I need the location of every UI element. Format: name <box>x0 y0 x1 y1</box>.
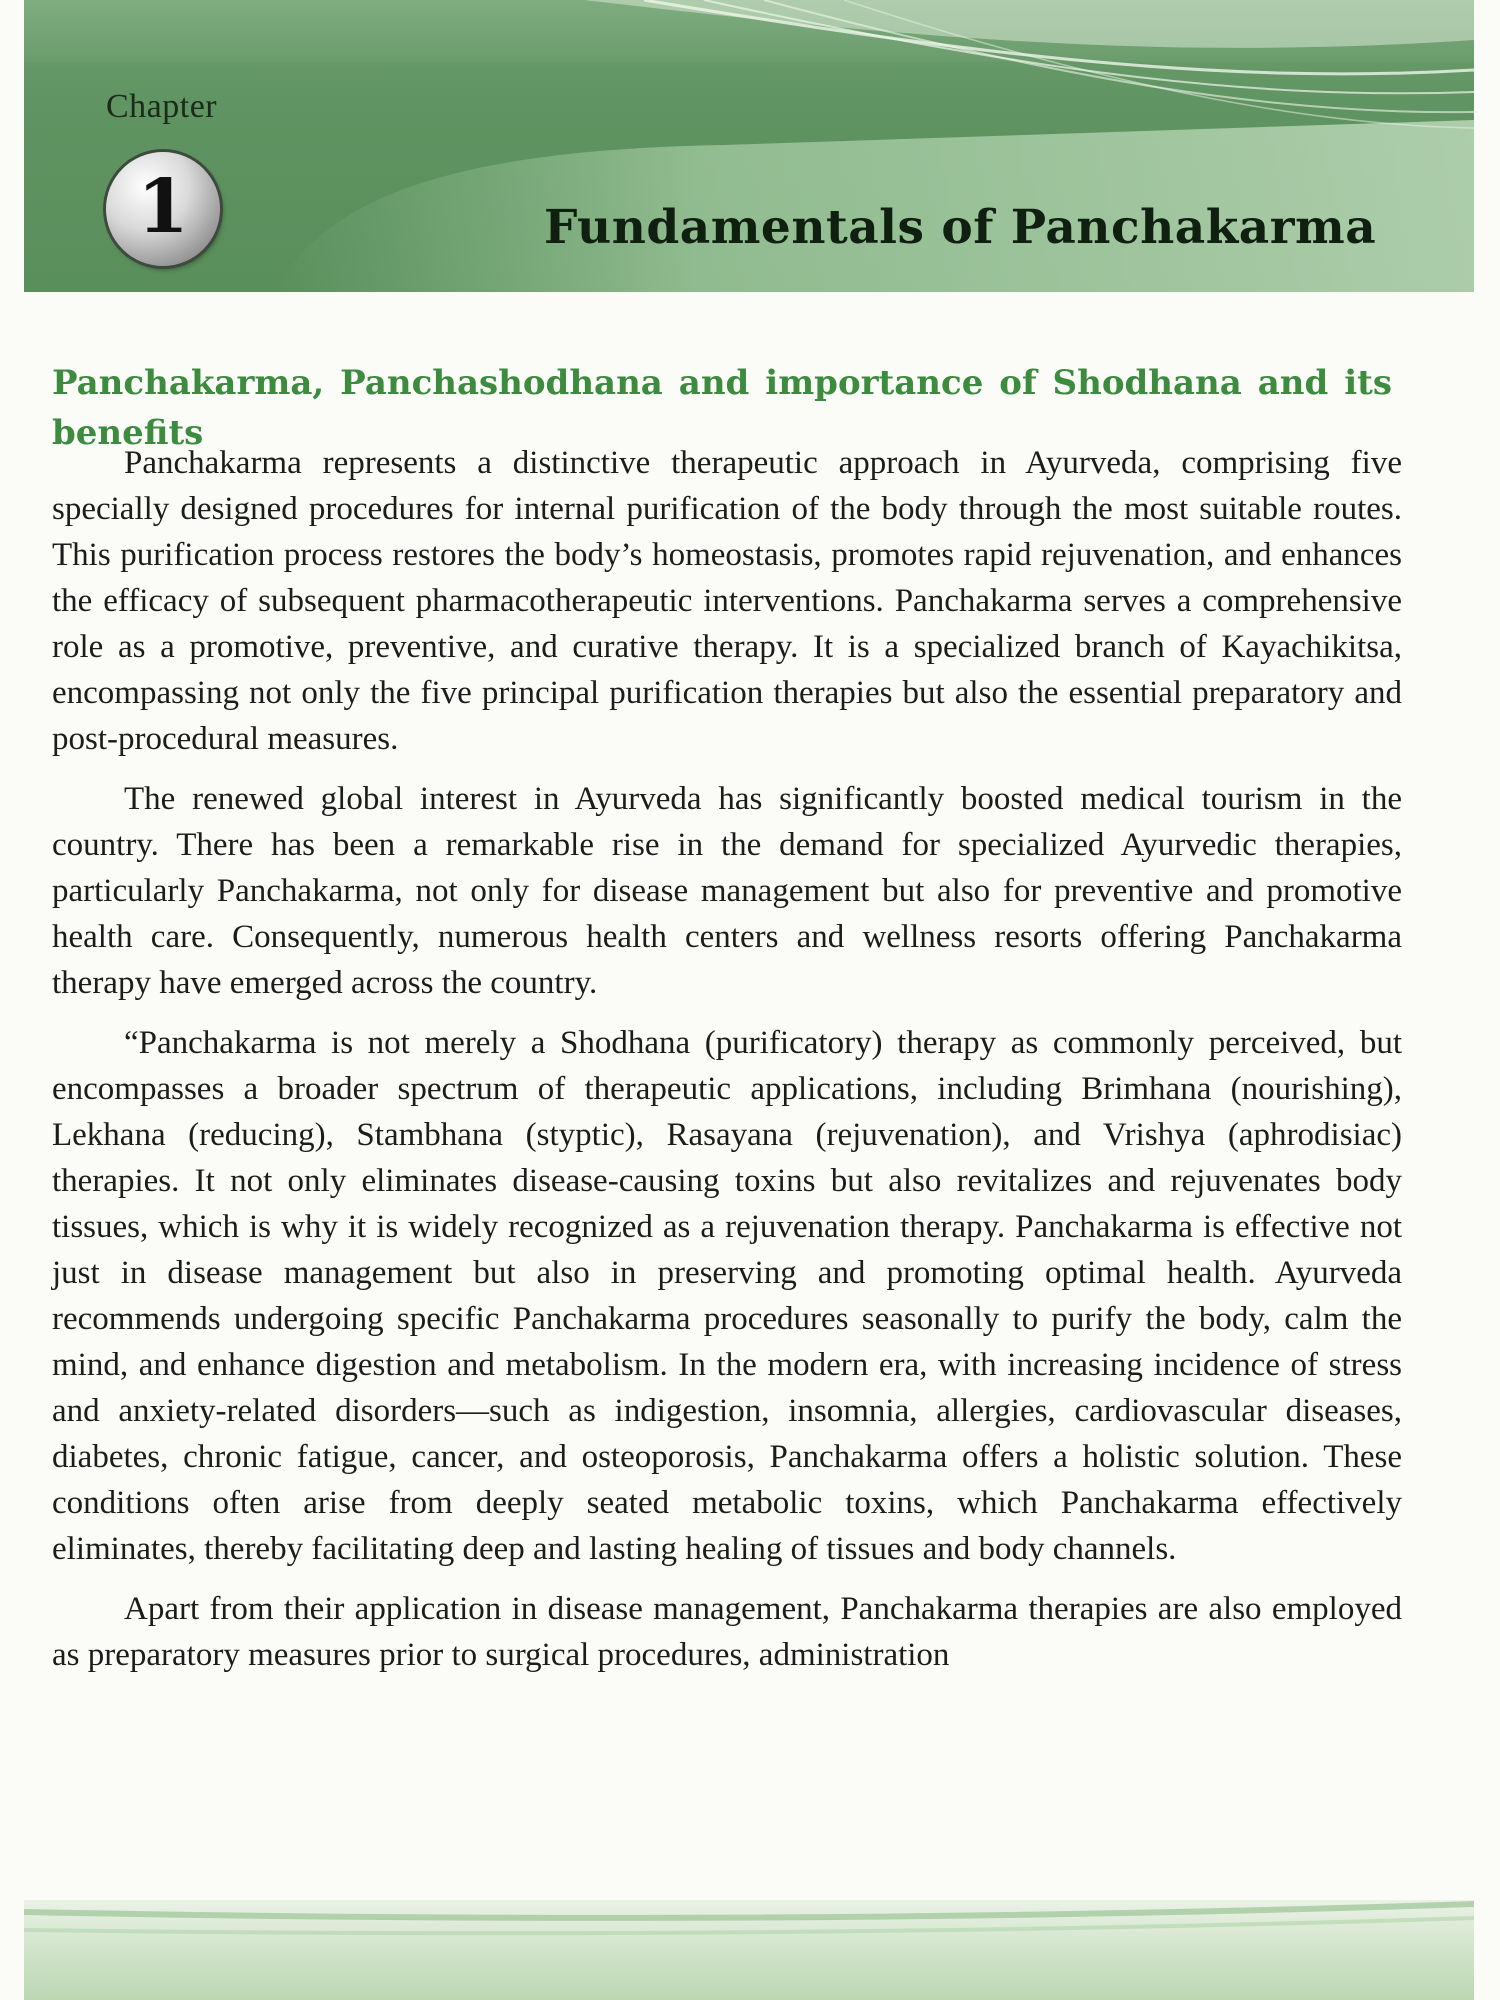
chapter-title: Fundamentals of Panchakarma <box>544 200 1377 255</box>
footer-decoration <box>24 1900 1474 2000</box>
chapter-header-band <box>24 0 1474 292</box>
paragraph: Panchakarma represents a distinctive therapeutic approach in Ayurveda, comprising five specially designed procedures for internal purification of the body through the most suitable routes. This purification process restores the body’s homeostasis, promotes rapid rejuvenation, and enhances the efficacy of subsequent pharmacotherapeutic interventions. Panchakarma serves a comprehensive role as a promotive, preventive, and curative therapy. It is a specialized branch of Kayachikitsa, encompassing not only the five principal purification therapies but also the essential preparatory and post-procedural measures. <box>52 445 1402 757</box>
paragraph: Apart from their application in disease management, Panchakarma therapies are also employed as preparatory measures prior to surgical procedures, administration <box>52 1591 1402 1673</box>
chapter-number-badge <box>106 152 220 266</box>
chapter-label: Chapter <box>106 88 218 125</box>
section-heading: Panchakarma, Panchashodhana and importance of Shodhana and its benefits <box>52 363 1392 454</box>
paragraph: “Panchakarma is not merely a Shodhana (purificatory) therapy as commonly perceived, but encompasses a broader spectrum of therapeutic applications, including Brimhana (nourishing), Lekhana (reducing), Stambhana (styptic), Rasayana (rejuvenation), and Vrishya (aphrodisiac) therapies. It not only eliminates disease-causing toxins but also revitalizes and rejuvenates body tissues, which is why it is widely recognized as a rejuvenation therapy. Panchakarma is effective not just in disease management but also in preserving and promoting optimal health. Ayurveda recommends undergoing specific Panchakarma procedures seasonally to purify the body, calm the mind, and enhance digestion and metabolism. In the modern era, with increasing incidence of stress and anxiety-related disorders—such as indigestion, insomnia, allergies, cardiovascular diseases, diabetes, chronic fatigue, cancer, and osteoporosis, Panchakarma offers a holistic solution. These conditions often arise from deeply seated metabolic toxins, which Panchakarma effectively eliminates, thereby facilitating deep and lasting healing of tissues and body channels. <box>52 1025 1402 1567</box>
chapter-number: 1 <box>137 164 189 250</box>
paragraph: The renewed global interest in Ayurveda has significantly boosted medical tourism in the country. There has been a remarkable rise in the demand for specialized Ayurvedic therapies, particularly Panchakarma, not only for disease management but also for preventive and promotive health care. Consequently, numerous health centers and wellness resorts offering Panchakarma therapy have emerged across the country. <box>52 781 1402 1001</box>
footer-waves <box>24 1900 1474 2000</box>
body-text <box>52 440 1402 1692</box>
